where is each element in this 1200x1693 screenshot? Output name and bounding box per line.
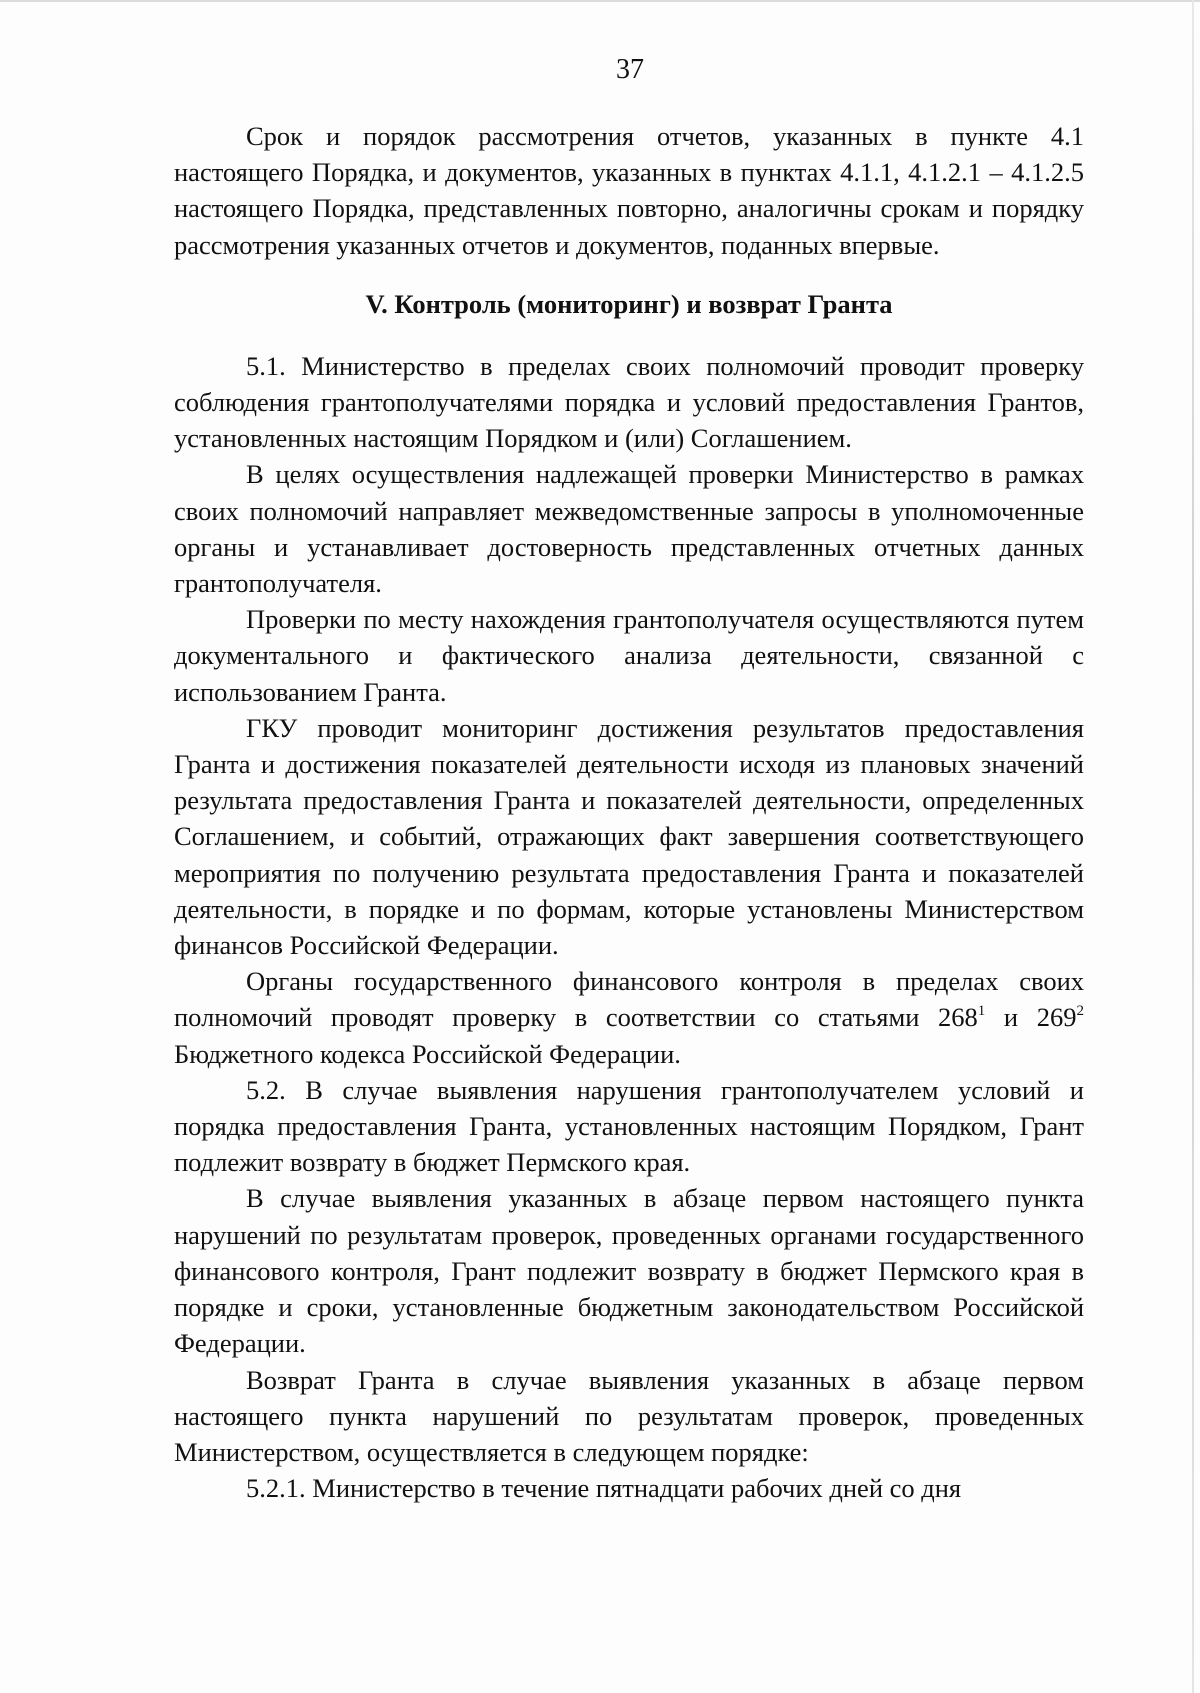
paragraph-onsite-checks: Проверки по месту нахождения грантополучателя осуществляются путем документального и фактического анализа деятельности, связанной с использованием Гранта. bbox=[174, 604, 1084, 707]
control-text-part1: Органы государственного финансового контроля в пределах своих полномочий проводят проверку в соответствии со статьями 268 bbox=[174, 966, 1084, 1033]
paragraph-review-terms: Срок и порядок рассмотрения отчетов, указанных в пункте 4.1 настоящего Порядка, и документов, указанных в пунктах 4.1.1, 4.1.2.1 – 4.1.2.5 настоящего Порядка, представленных повторно, аналогичны срокам и порядку рассмотрения указанных отчетов и документов, поданных впервые. bbox=[174, 121, 1084, 260]
page-number: 37 bbox=[616, 54, 644, 85]
paragraph-gku-monitoring: ГКУ проводит мониторинг достижения результатов предоставления Гранта и достижения показателей деятельности исходя из плановых значений результата предоставления Гранта и показателей деятельности, определенных Соглашением, и событий, отражающих факт завершения соответствующего мероприятия по получению результата предоставления Гранта и показателей деятельности, в порядке и по формам, которые установлены Министерством финансов Российской Федерации. bbox=[174, 712, 1084, 961]
paragraph-return-procedure: Возврат Гранта в случае выявления указанных в абзаце первом настоящего пункта нарушений по результатам проверок, проведенных Министерством, осуществляется в следующем порядке: bbox=[174, 1364, 1084, 1467]
control-text-part3: Бюджетного кодекса Российской Федерации. bbox=[174, 1038, 681, 1069]
scan-edge-right bbox=[1192, 0, 1194, 1693]
scan-edge-top bbox=[0, 0, 1200, 2]
paragraph-5-2-1: 5.2.1. Министерство в течение пятнадцати рабочих дней со дня bbox=[246, 1473, 962, 1504]
paragraph-state-control-return: В случае выявления указанных в абзаце первом настоящего пункта нарушений по результатам проверок, проведенных органами государственного финансового контроля, Грант подлежит возврату в бюджет Пермского края в порядке и сроки, установленные бюджетным законодательством Российской Федерации. bbox=[174, 1183, 1084, 1359]
paragraph-verification: В целях осуществления надлежащей проверки Министерство в рамках своих полномочий направляет межведомственные запросы в уполномоченные органы и устанавливает достоверность представленных отчетных данных грантополучателя. bbox=[174, 459, 1084, 599]
paragraph-financial-control bbox=[174, 963, 1084, 1072]
paragraph-5-2: 5.2. В случае выявления нарушения грантополучателем условий и порядка предоставления Гранта, установленных настоящим Порядком, Грант подлежит возврату в бюджет Пермского края. bbox=[174, 1074, 1084, 1178]
section-heading: V. Контроль (мониторинг) и возврат Гранта bbox=[365, 288, 893, 319]
article-269-superscript: 2 bbox=[1076, 1003, 1084, 1020]
article-268-superscript: 1 bbox=[977, 1003, 986, 1020]
document-body bbox=[174, 118, 1084, 1506]
paragraph-5-1: 5.1. Министерство в пределах своих полномочий проводит проверку соблюдения грантополучателями порядка и условий предоставления Грантов, установленных настоящим Порядком и (или) Соглашением. bbox=[174, 350, 1084, 454]
control-text-part2: и 269 bbox=[985, 1002, 1077, 1033]
